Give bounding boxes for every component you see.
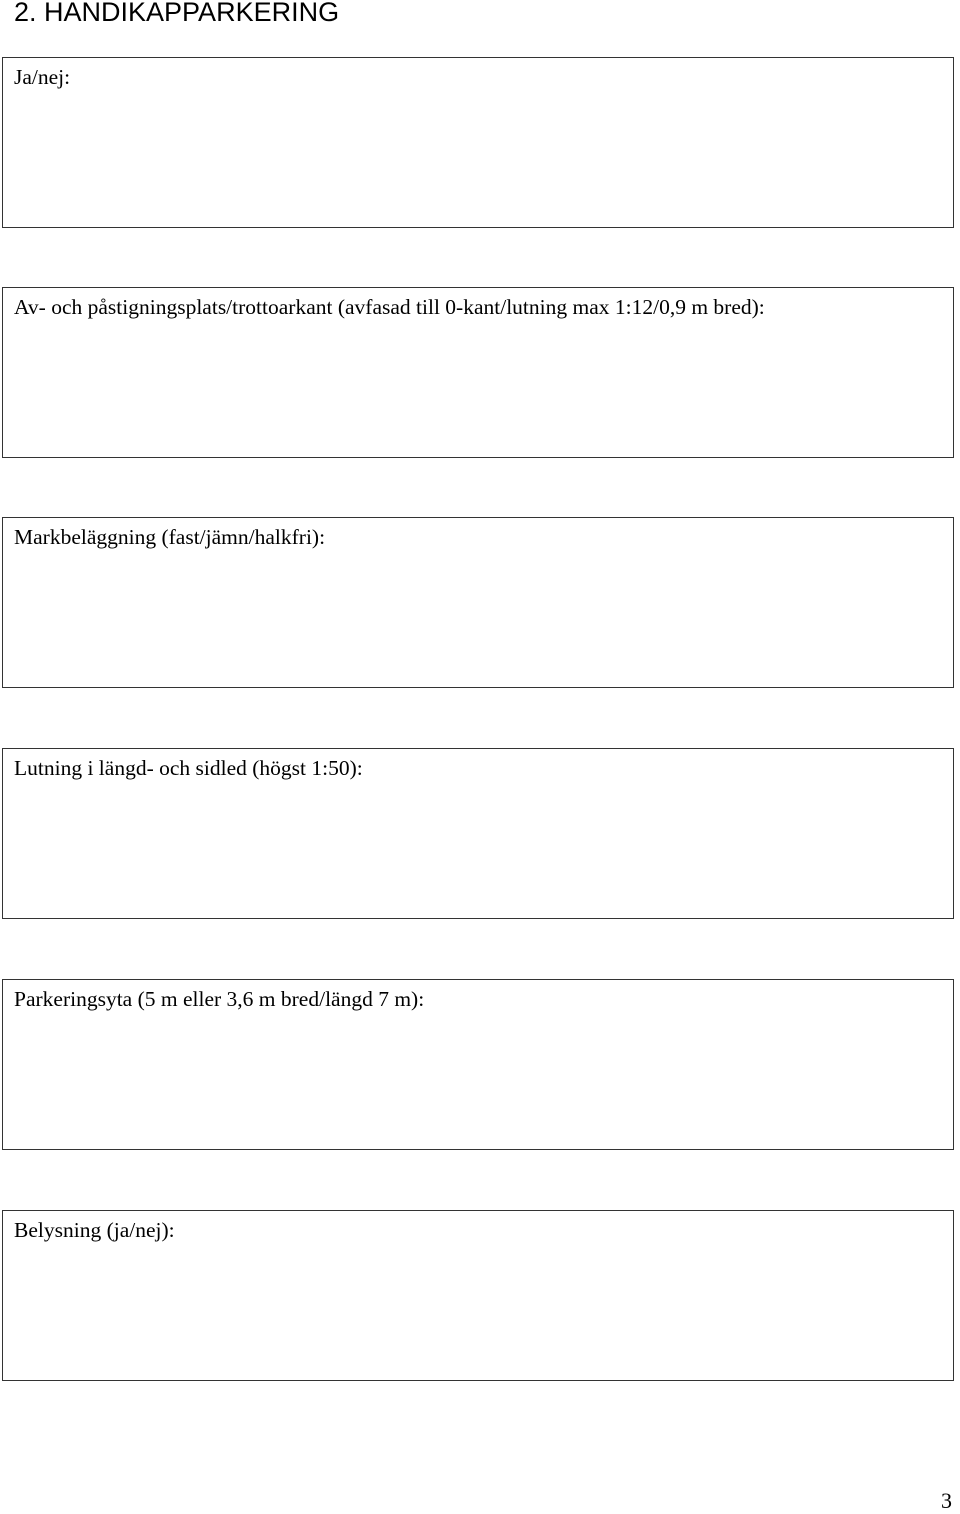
field-label: Markbeläggning (fast/jämn/halkfri): <box>14 525 326 549</box>
form-field-lutning[interactable] <box>2 748 954 919</box>
form-field-markbelaggning[interactable] <box>2 517 954 688</box>
field-label: Ja/nej: <box>14 65 71 89</box>
form-field-av-och-pastigningsplats[interactable] <box>2 287 954 458</box>
field-label: Lutning i längd- och sidled (högst 1:50): <box>14 756 363 780</box>
form-field-parkeringsyta[interactable] <box>2 979 954 1150</box>
page-number: 3 <box>941 1488 952 1513</box>
form-field-belysning[interactable] <box>2 1210 954 1381</box>
section-heading: 2. HANDIKAPPARKERING <box>14 0 340 27</box>
field-label: Belysning (ja/nej): <box>14 1218 175 1242</box>
field-label: Av- och påstigningsplats/trottoarkant (avfasad till 0-kant/lutning max 1:12/0,9 m bred): <box>14 295 765 319</box>
field-label: Parkeringsyta (5 m eller 3,6 m bred/längd 7 m): <box>14 987 425 1011</box>
form-field-ja-nej[interactable] <box>2 57 954 228</box>
